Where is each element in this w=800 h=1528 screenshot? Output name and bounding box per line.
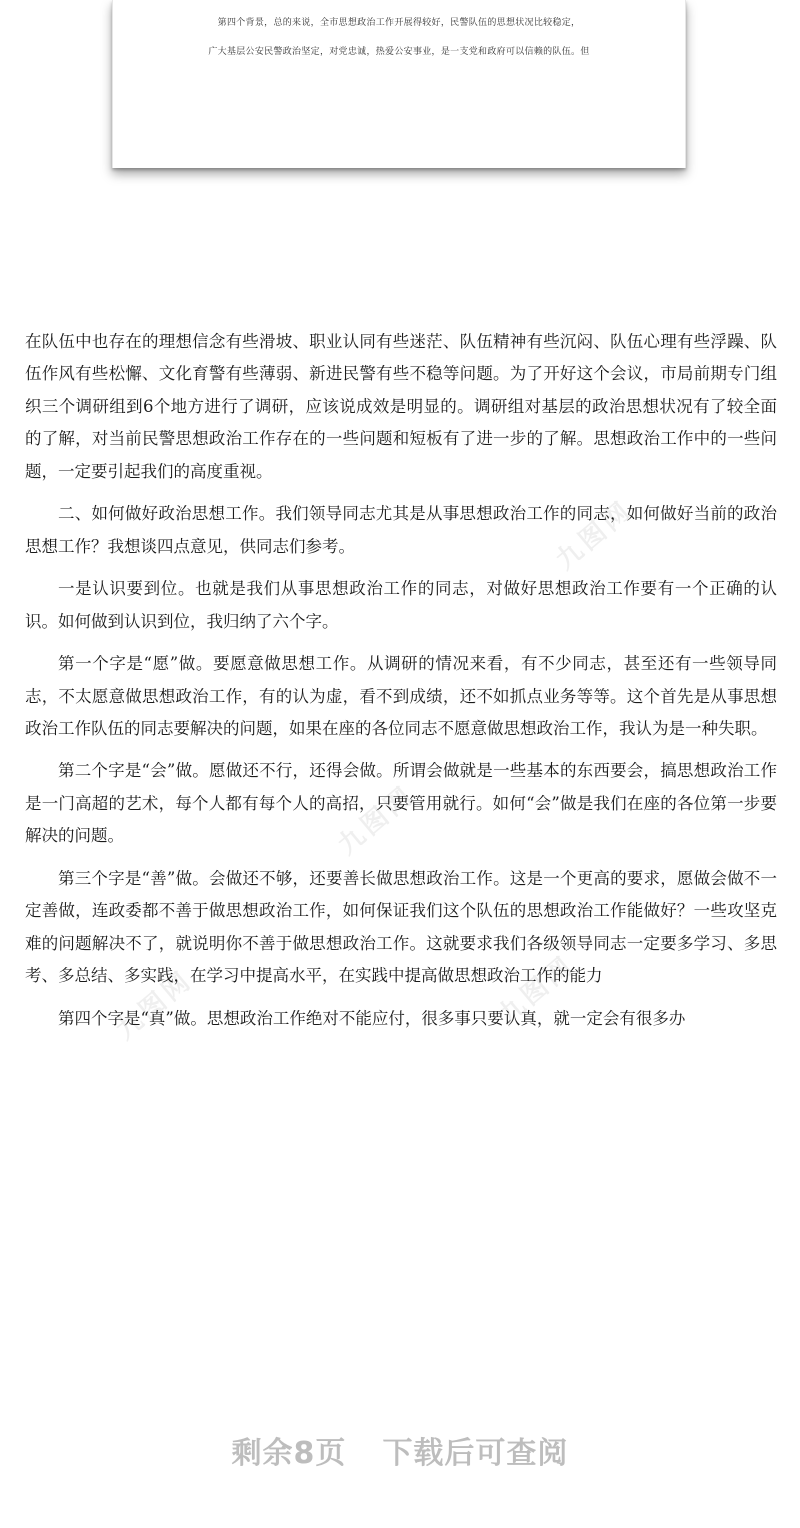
paragraph: 在队伍中也存在的理想信念有些滑坡、职业认同有些迷茫、队伍精神有些沉闷、队伍心理有些浮躁、队伍作风有些松懈、文化育警有些薄弱、新进民警有些不稳等问题。为了开好这个会议，市局前期专门组织三个调研组到6个地方进行了调研，应该说成效是明显的。调研组对基层的政治思想状况有了较全面的了解，对当前民警思想政治工作存在的一些问题和短板有了进一步的了解。思想政治工作中的一些问题，一定要引起我们的高度重视。	[25, 332, 777, 481]
download-banner[interactable]	[0, 1428, 800, 1472]
preview-text-line-1: 第四个背景，总的来说，全市思想政治工作开展得较好，民警队伍的思想状况比较稳定，	[217, 18, 581, 28]
watermark: 九图网	[550, 494, 639, 576]
paragraph: 一是认识要到位。也就是我们从事思想政治工作的同志，对做好思想政治工作要有一个正确的认识。如何做到认识到位，我归纳了六个字。	[25, 579, 777, 631]
remaining-pages-label: 剩余8页	[231, 1436, 347, 1471]
paragraph: 第一个字是“愿”做。要愿意做思想工作。从调研的情况来看，有不少同志，甚至还有一些领导同志，不太愿意做思想政治工作，有的认为虚，看不到成绩，还不如抓点业务等等。这个首先是从事思想政治工作队伍的同志要解决的问题，如果在座的各位同志不愿意做思想政治工作，我认为是一种失职。	[25, 654, 777, 738]
watermark: 九图网	[110, 964, 199, 1046]
paragraph: 二、如何做好政治思想工作。我们领导同志尤其是从事思想政治工作的同志，如何做好当前的政治思想工作？我想谈四点意见，供同志们参考。	[25, 504, 777, 556]
preview-text-line-2: 广大基层公安民警政治坚定，对党忠诚，热爱公安事业，是一支党和政府可以信赖的队伍。但	[208, 47, 590, 57]
preview-page-card	[112, 0, 686, 168]
paragraph: 第四个字是“真”做。思想政治工作绝对不能应付，很多事只要认真，就一定会有很多办	[58, 1008, 686, 1028]
document-body	[25, 326, 777, 1035]
paragraph: 第三个字是“善”做。会做还不够，还要善长做思想政治工作。这是一个更高的要求，愿做会做不一定善做，连政委都不善于做思想政治工作，如何保证我们这个队伍的思想政治工作能做好？一些攻坚克难的问题解决不了，就说明你不善于做思想政治工作。这就要求我们各级领导同志一定要多学习、多思考、多总结、多实践，在学习中提高水平，在实践中提高做思想政治工作的能力	[25, 868, 777, 986]
download-to-view-label: 下载后可查阅	[382, 1436, 569, 1471]
watermark: 九图网	[492, 949, 581, 1031]
paragraph: 第二个字是“会”做。愿做还不行，还得会做。所谓会做就是一些基本的东西要会，搞思想政治工作是一门高超的艺术，每个人都有每个人的高招，只要管用就行。如何“会”做是我们在座的各位第一步要解决的问题。	[25, 761, 777, 846]
watermark: 九图网	[332, 779, 421, 861]
